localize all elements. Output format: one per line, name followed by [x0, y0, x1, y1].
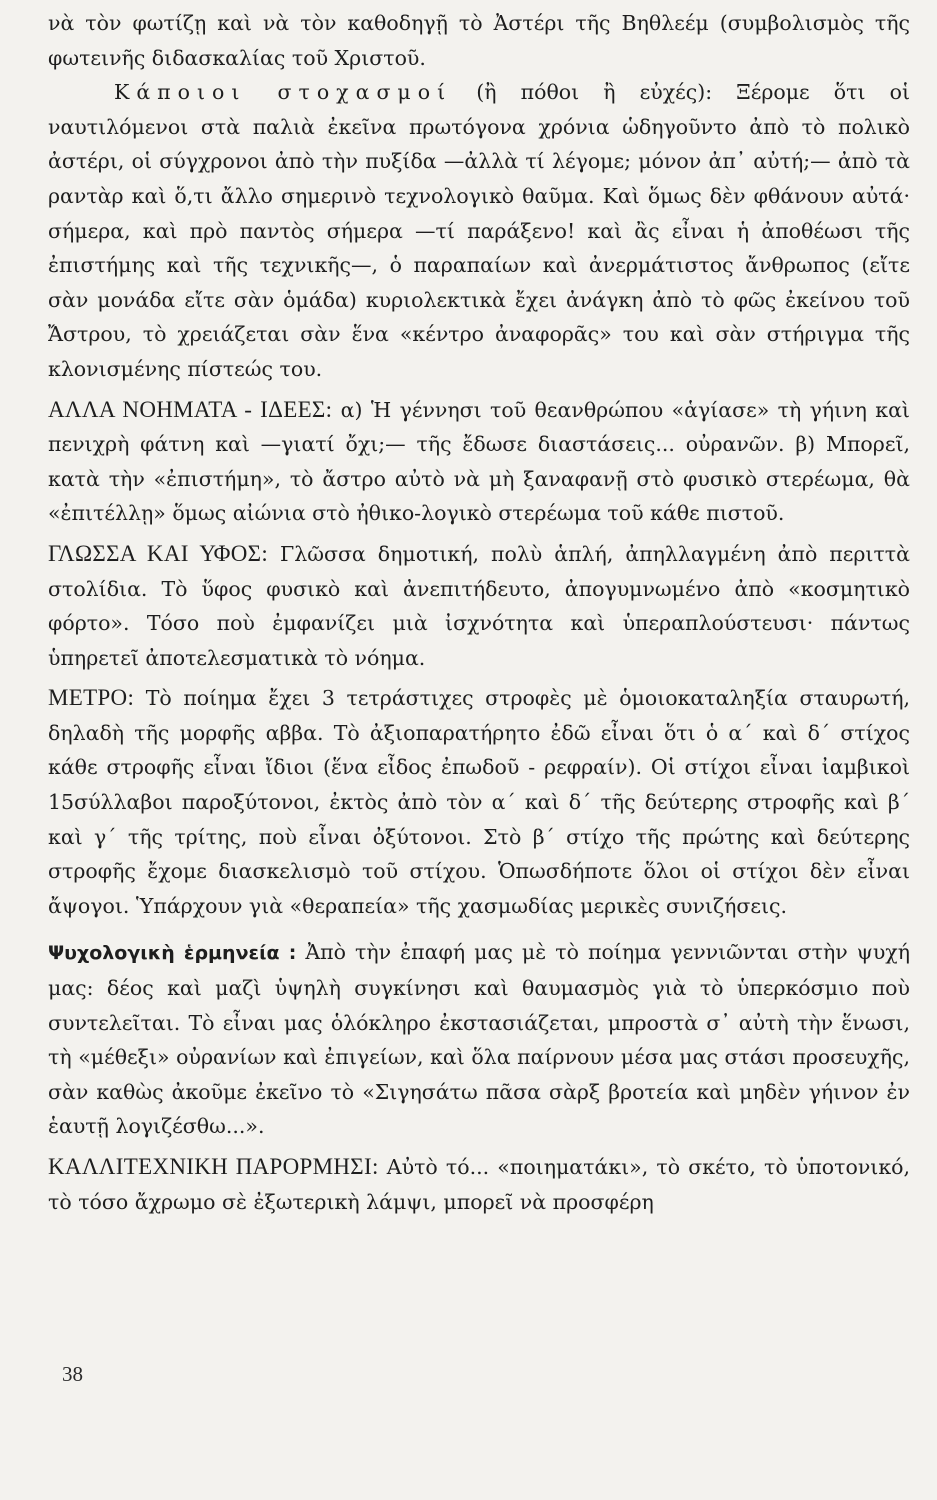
paragraph-meter: [48, 681, 910, 923]
section-label-reflections: Κάποιοι στοχασμοί: [114, 80, 453, 105]
section-heading-language-style: ΓΛΩΣΣΑ ΚΑΙ ΥΦΟΣ:: [48, 540, 269, 566]
section-heading-other-ideas: ΑΛΛΑ ΝΟΗΜΑΤΑ - ΙΔΕΕΣ:: [48, 396, 333, 422]
page-number: 38: [62, 1362, 83, 1386]
paragraph-text: νὰ τὸν φωτίζῃ καὶ νὰ τὸν καθοδηγῇ τὸ Ἀστέρι τῆς Βηθλεέμ (συμβολισμὸς τῆς φωτεινῆς διδασκαλίας τοῦ Χριστοῦ.: [48, 11, 910, 70]
paragraph-text: Ἀπὸ τὴν ἐπαφή μας μὲ τὸ ποίημα γεννιῶνται στὴν ψυχή μας: δέος καὶ μαζὶ ὑψηλὴ συγκίνησι καὶ θαυμασμὸς γιὰ τὸ ὑπερκόσμιο ποὺ συντελεῖται. Τὸ εἶναι μας ὁλόκληρο ἐκστασιάζεται, μπροστὰ σ᾽ αὐτὴ τὴν ἕνωσι, τὴ «μέθεξι» οὐρανίων καὶ ἐπιγείων, καὶ ὅλα παίρνουν μέσα μας στάσι προσευχῆς, σὰν καθὼς ἀκοῦμε ἐκεῖνο τὸ «Σιγησάτω πᾶσα σὰρξ βροτεία καὶ μηδὲν γήινον ἐν ἑαυτῇ λογιζέσθω...».: [48, 940, 910, 1139]
paragraph-artistic-impulse: [48, 1150, 910, 1219]
paragraph-intro-continuation: [48, 6, 910, 75]
section-heading-meter: ΜΕΤΡΟ:: [48, 685, 135, 711]
paragraph-psychological-interpretation: [48, 935, 910, 1144]
paragraph-text: (ἢ πόθοι ἢ εὐχές): Ξέρομε ὅτι οἱ ναυτιλόμενοι στὰ παλιὰ ἐκεῖνα πρωτόγονα χρόνια ὡδηγοῦντο ἀπὸ τὸ πολικὸ ἀστέρι, οἱ σύγχρονοι ἀπὸ τὴν πυξίδα —ἀλλὰ τί λέγομε; μόνον ἀπ᾽ αὐτή;— ἀπὸ τὰ ραντὰρ καὶ ὅ,τι ἄλλο σημερινὸ τεχνολογικὸ θαῦμα. Καὶ ὅμως δὲν φθάνουν αὐτά· σήμερα, καὶ πρὸ παντὸς σήμερα —τί παράξενο! καὶ ἂς εἶναι ἡ ἀποθέωσι τῆς ἐπιστήμης καὶ τῆς τεχνικῆς—, ὁ παραπαίων καὶ ἀνερμάτιστος ἄνθρωπος (εἴτε σὰν μονάδα εἴτε σὰν ὁμάδα) κυριολεκτικὰ ἔχει ἀνάγκη ἀπὸ τὸ φῶς ἐκείνου τοῦ Ἄστρου, τὸ χρειάζεται σὰν ἕνα «κέντρο ἀναφορᾶς» του καὶ σὰν στήριγμα τῆς κλονισμένης πίστεώς του.: [48, 80, 910, 381]
paragraph-text: Αὐτὸ τό... «ποιηματάκι», τὸ σκέτο, τὸ ὑποτονικό, τὸ τόσο ἄχρωμο σὲ ἐξωτερικὴ λάμψι, μπορεῖ νὰ προσφέρη: [48, 1155, 910, 1214]
paragraph-reflections: [48, 75, 910, 386]
paragraph-text: α) Ἡ γέννησι τοῦ θεανθρώπου «ἁγίασε» τὴ γήινη καὶ πενιχρὴ φάτνη καὶ —γιατί ὄχι;— τῆς ἔδωσε διαστάσεις... οὐρανῶν. β) Μπορεῖ, κατὰ τὴν «ἐπιστήμη», τὸ ἄστρο αὐτὸ νὰ μὴ ξαναφανῇ στὸ φυσικὸ στερέωμα, θὰ «ἐπιτέλλῃ» ὅμως αἰώνια στὸ ἠθικο-λογικὸ στερέωμα τοῦ κάθε πιστοῦ.: [48, 397, 910, 526]
paragraph-text: Τὸ ποίημα ἔχει 3 τετράστιχες στροφὲς μὲ ὁμοιοκαταληξία σταυρωτή, δηλαδὴ τῆς μορφῆς αββα. Τὸ ἀξιοπαρατήρητο ἐδῶ εἶναι ὅτι ὁ α΄ καὶ δ΄ στίχος κάθε στροφῆς εἶναι ἴδιοι (ἕνα εἶδος ἐπωδοῦ - ρεφραίν). Οἱ στίχοι εἶναι ἰαμβικοὶ 15σύλλαβοι παροξύτονοι, ἐκτὸς ἀπὸ τὸν α΄ καὶ δ΄ τῆς δεύτερης στροφῆς καὶ β΄ καὶ γ΄ τῆς τρίτης, ποὺ εἶναι ὀξύτονοι. Στὸ β΄ στίχο τῆς πρώτης καὶ δεύτερης στροφῆς ἔχομε διασκελισμὸ τοῦ στίχου. Ὁπωσδήποτε ὅλοι οἱ στίχοι δὲν εἶναι ἄψογοι. Ὑπάρχουν γιὰ «θεραπεία» τῆς χασμωδίας μερικὲς συνιζήσεις.: [48, 686, 910, 918]
page-body: [48, 6, 910, 1219]
paragraph-text: Γλῶσσα δημοτική, πολὺ ἁπλή, ἀπηλλαγμένη ἀπὸ περιττὰ στολίδια. Τὸ ὕφος φυσικὸ καὶ ἀνεπιτήδευτο, ἀπογυμνωμένο ἀπὸ «κοσμητικὸ φόρτο». Τόσο ποὺ ἐμφανίζει μιὰ ἰσχνότητα καὶ ὑπεραπλούστευσι· πάντως ὑπηρετεῖ ἀποτελεσματικὰ τὸ νόημα.: [48, 541, 910, 670]
section-heading-psychological: Ψυχολογικὴ ἑρμηνεία :: [48, 942, 297, 965]
paragraph-other-ideas: [48, 393, 910, 531]
paragraph-language-style: [48, 537, 910, 675]
section-heading-artistic-impulse: ΚΑΛΛΙΤΕΧΝΙΚΗ ΠΑΡΟΡΜΗΣΙ:: [48, 1154, 379, 1179]
